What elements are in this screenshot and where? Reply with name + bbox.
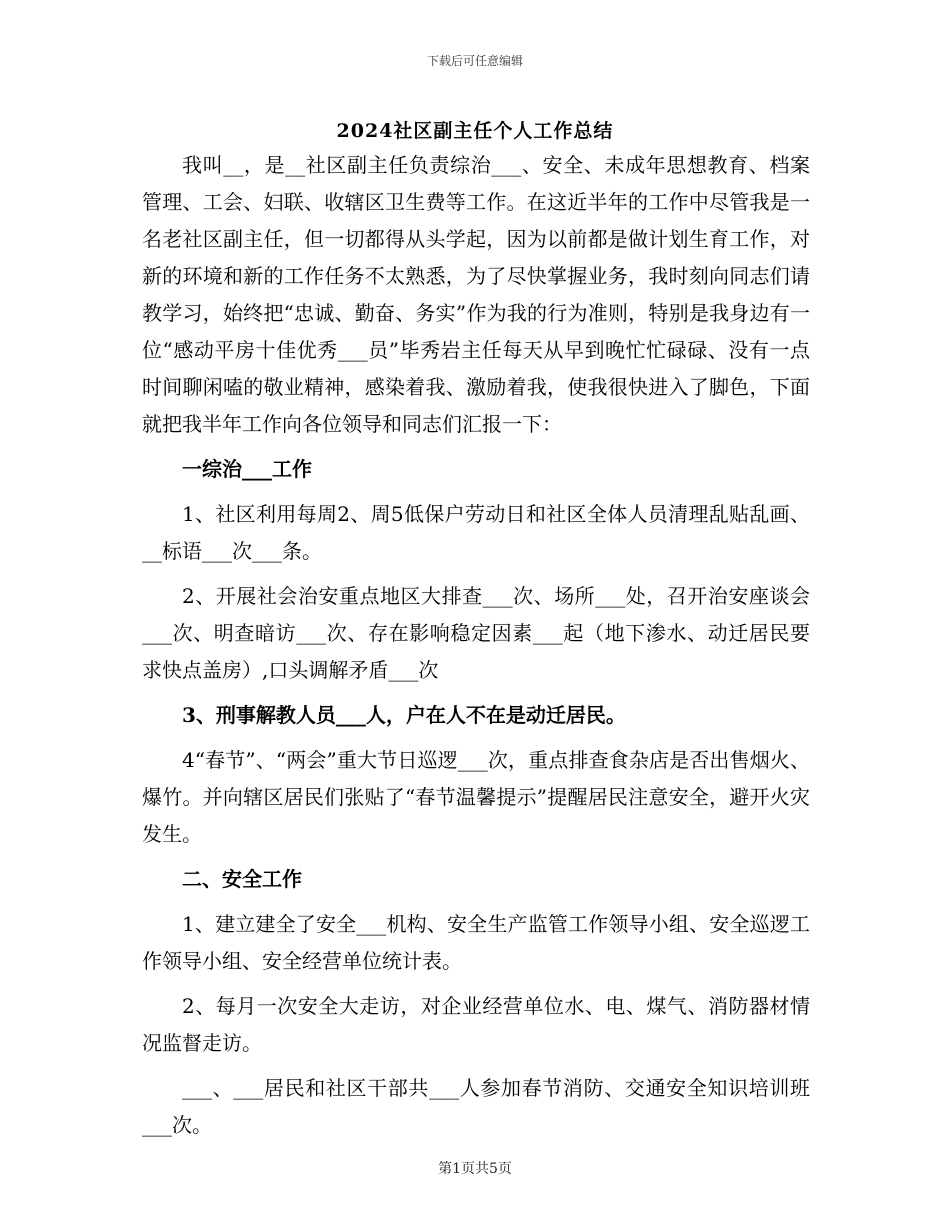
section-2-item-1: 1、建立建全了安全___机构、安全生产监管工作领导小组、安全巡逻工作领导小组、安全经营单位统计表。	[142, 912, 810, 973]
section-1-item-4: 4“春节”、“两会”重大节日巡逻___次，重点排查食杂店是否出售烟火、爆竹。并向辖区居民们张贴了“春节温馨提示”提醒居民注意安全，避开火灾发生。	[142, 748, 810, 846]
document-title: 2024社区副主任个人工作总结	[336, 120, 614, 142]
section-heading-2: 二、安全工作	[182, 867, 302, 891]
document-body	[142, 147, 810, 1144]
section-1-item-1: 1、社区利用每周2、周5低保户劳动日和社区全体人员清理乱贴乱画、__标语___次___条。	[142, 502, 810, 563]
section-2-item-3: ___、___居民和社区干部共___人参加春节消防、交通安全知识培训班___次。	[142, 1076, 810, 1137]
section-2-item-2: 2、每月一次安全大走访，对企业经营单位水、电、煤气、消防器材情况监督走访。	[142, 994, 810, 1055]
page-footer: 第1页共5页	[438, 1161, 512, 1177]
section-1-item-3: 3、刑事解教人员___人，户在人不在是动迁居民。	[182, 703, 626, 727]
intro-paragraph: 我叫__，是__社区副主任负责综治___、安全、未成年思想教育、档案管理、工会、妇联、收辖区卫生费等工作。在这近半年的工作中尽管我是一名老社区副主任，但一切都得从头学起，因为以前都是做计划生育工作，对新的环境和新的工作任务不太熟悉，为了尽快掌握业务，我时刻向同志们请教学习，始终把“忠诚、勤奋、务实”作为我的行为准则，特别是我身边有一位“感动平房十佳优秀___员”毕秀岩主任每天从早到晚忙忙碌碌、没有一点时间聊闲嗑的敬业精神，感染着我、激励着我，使我很快进入了脚色，下面就把我半年工作向各位领导和同志们汇报一下：	[142, 153, 810, 436]
section-heading-1: 一综治___工作	[182, 457, 312, 481]
page-header: 下载后可任意编辑	[426, 54, 523, 68]
section-1-item-2: 2、开展社会治安重点地区大排查___次、场所___处，召开治安座谈会___次、明查暗访___次、存在影响稳定因素___起（地下渗水、动迁居民要求快点盖房）,口头调解矛盾___次	[142, 584, 810, 682]
